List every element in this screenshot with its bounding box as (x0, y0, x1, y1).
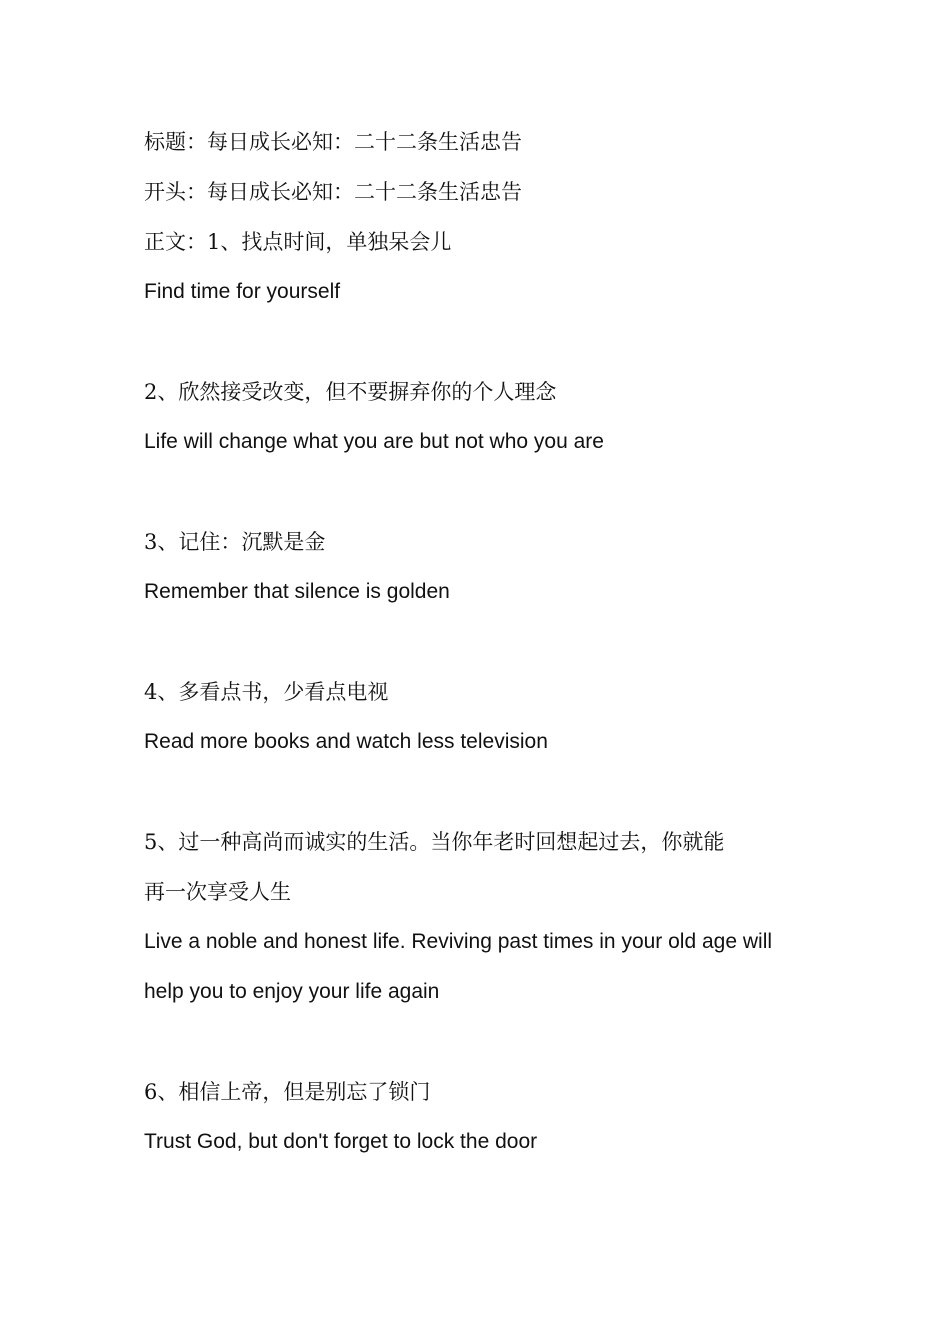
item-3-chinese: 3、记住：沉默是金 (144, 530, 326, 554)
item-2-chinese: 2、欣然接受改变，但不要摒弃你的个人理念 (144, 380, 557, 404)
item-6-english: Trust God, but don't forget to lock the door (144, 1130, 538, 1153)
item-5-chinese-line-1: 5、过一种高尚而诚实的生活。当你年老时回想起过去，你就能 (144, 830, 725, 854)
item-6-chinese: 6、相信上帝，但是别忘了锁门 (144, 1080, 431, 1104)
paragraph-spacer (144, 617, 814, 667)
opening-line: 开头：每日成长必知：二十二条生活忠告 (144, 180, 522, 204)
item-3-english: Remember that silence is golden (144, 580, 450, 603)
item-1-english: Find time for yourself (144, 280, 341, 303)
paragraph-spacer (144, 467, 814, 517)
item-4-english: Read more books and watch less television (144, 730, 548, 753)
item-5-chinese-line-2: 再一次享受人生 (144, 880, 291, 904)
paragraph-spacer (144, 1017, 814, 1067)
item-2-english: Life will change what you are but not who you are (144, 430, 604, 453)
paragraph-spacer (144, 767, 814, 817)
item-5-english-line-1: Live a noble and honest life. Reviving past times in your old age will (144, 930, 773, 953)
paragraph-spacer (144, 317, 814, 367)
item-5-english-line-2: help you to enjoy your life again (144, 980, 440, 1003)
body-intro-line: 正文：1、找点时间，单独呆会儿 (144, 230, 452, 254)
title-line: 标题：每日成长必知：二十二条生活忠告 (144, 130, 522, 154)
document-body (144, 117, 814, 1167)
item-4-chinese: 4、多看点书，少看点电视 (144, 680, 389, 704)
